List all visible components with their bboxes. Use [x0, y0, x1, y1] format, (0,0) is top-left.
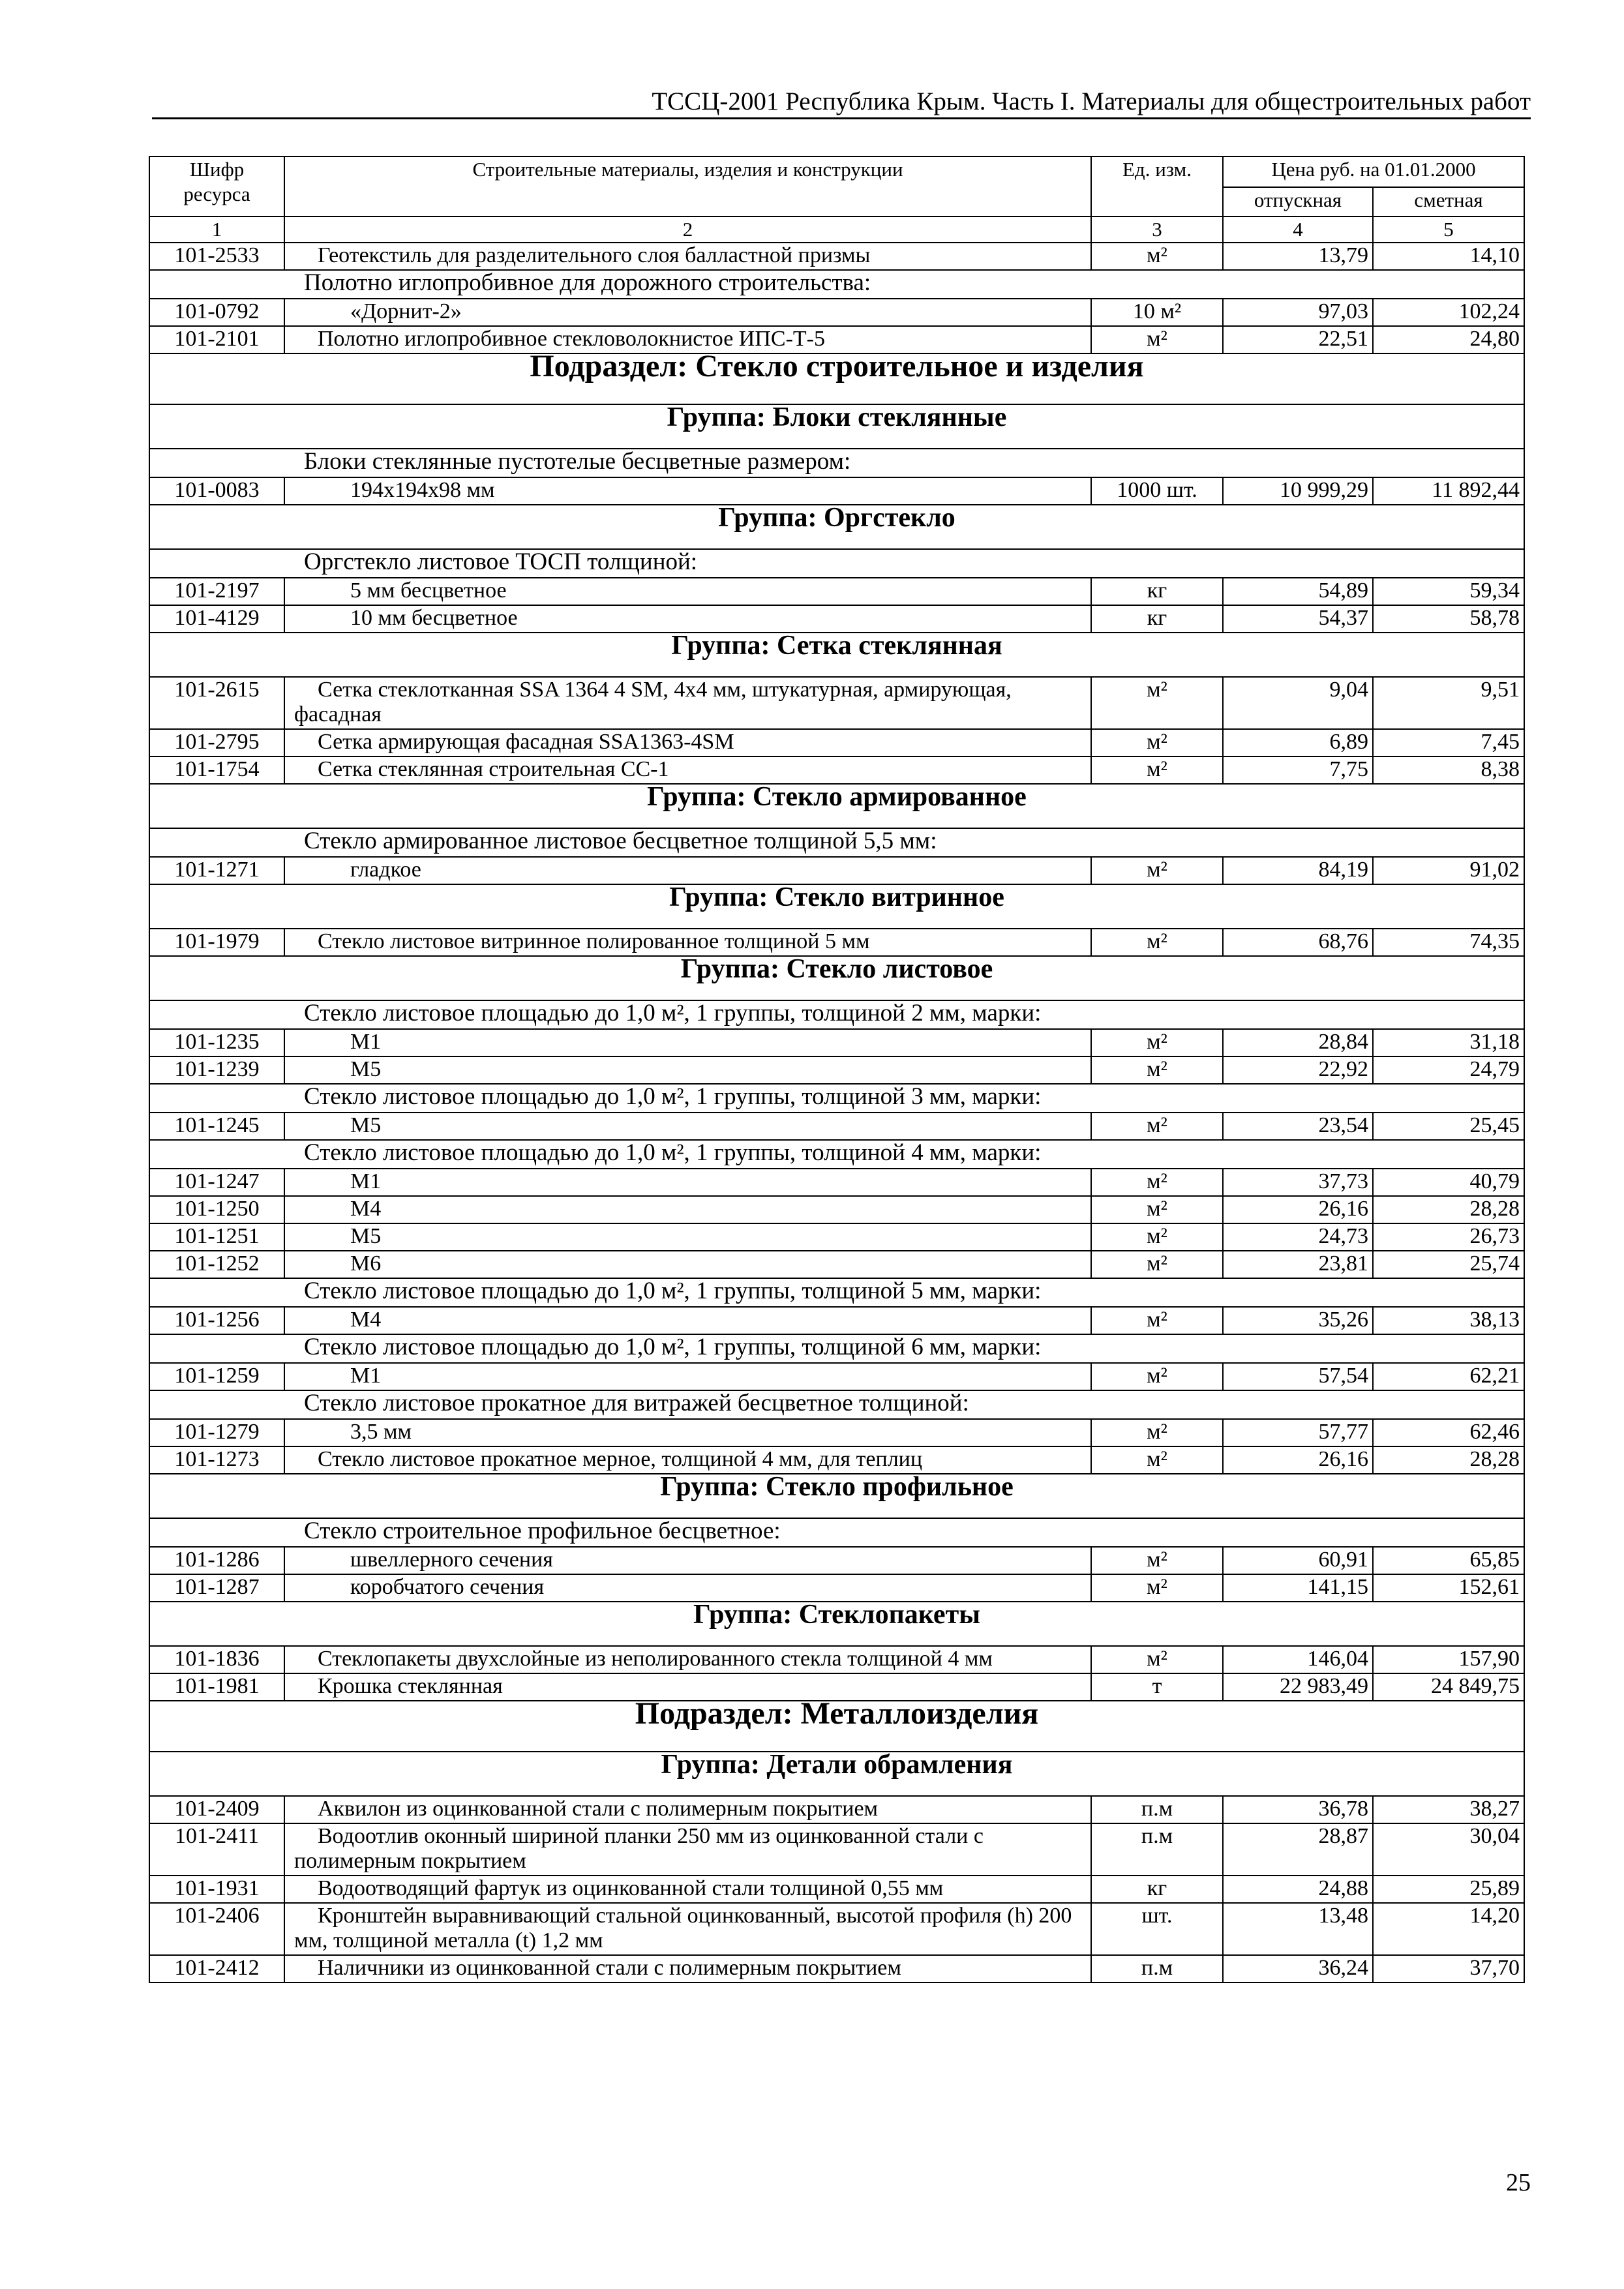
unit-of-measure: п.м — [1091, 1955, 1223, 1982]
release-price: 28,87 — [1223, 1823, 1373, 1876]
resource-code: 101-1286 — [149, 1547, 284, 1574]
release-price: 6,89 — [1223, 729, 1373, 756]
unit-of-measure: м² — [1091, 857, 1223, 884]
subsection-title: Подраздел: Стекло строительное и изделия — [149, 353, 1524, 404]
table-row — [149, 1547, 1524, 1574]
item-heading-row — [149, 1278, 1524, 1307]
release-price: 37,73 — [1223, 1169, 1373, 1196]
table-row — [149, 1223, 1524, 1251]
material-name: 194x194x98 мм — [284, 477, 1091, 505]
group-title: Группа: Оргстекло — [149, 505, 1524, 549]
item-heading-cell — [149, 1518, 1524, 1547]
estimate-price: 11 892,44 — [1373, 477, 1524, 505]
release-price: 10 999,29 — [1223, 477, 1373, 505]
item-heading-row — [149, 1334, 1524, 1363]
subsection-row — [149, 1701, 1524, 1752]
estimate-price: 62,46 — [1373, 1419, 1524, 1446]
table-row — [149, 1955, 1524, 1982]
table-row — [149, 1646, 1524, 1673]
estimate-price: 7,45 — [1373, 729, 1524, 756]
page-number: 25 — [1506, 2169, 1531, 2196]
release-price: 28,84 — [1223, 1029, 1373, 1056]
group-row — [149, 1474, 1524, 1518]
estimate-price: 62,21 — [1373, 1363, 1524, 1390]
item-heading-cell — [149, 270, 1524, 299]
release-price: 54,37 — [1223, 605, 1373, 633]
estimate-price: 31,18 — [1373, 1029, 1524, 1056]
resource-code: 101-1979 — [149, 929, 284, 956]
item-heading: Стекло армированное листовое бесцветное толщиной 5,5 мм: — [304, 828, 937, 854]
release-price: 22,92 — [1223, 1056, 1373, 1084]
item-heading-row — [149, 1518, 1524, 1547]
release-price: 9,04 — [1223, 677, 1373, 729]
table-row — [149, 1029, 1524, 1056]
item-heading-row — [149, 270, 1524, 299]
resource-code: 101-1245 — [149, 1113, 284, 1140]
unit-of-measure: т — [1091, 1673, 1223, 1701]
release-price: 54,89 — [1223, 578, 1373, 605]
resource-code: 101-2409 — [149, 1796, 284, 1823]
estimate-price: 74,35 — [1373, 929, 1524, 956]
material-name: Сетка стеклянная строительная СС-1 — [284, 756, 1091, 784]
group-title: Группа: Блоки стеклянные — [149, 404, 1524, 449]
group-row — [149, 884, 1524, 929]
item-heading: Стекло листовое площадью до 1,0 м², 1 группы, толщиной 4 мм, марки: — [304, 1139, 1042, 1166]
item-heading-cell — [149, 1000, 1524, 1029]
resource-code: 101-0083 — [149, 477, 284, 505]
release-price: 97,03 — [1223, 299, 1373, 326]
release-price: 23,81 — [1223, 1251, 1373, 1278]
estimate-price: 14,20 — [1373, 1903, 1524, 1955]
group-title: Группа: Детали обрамления — [149, 1752, 1524, 1796]
estimate-price: 24 849,75 — [1373, 1673, 1524, 1701]
unit-of-measure: м² — [1091, 1547, 1223, 1574]
material-name: 10 мм бесцветное — [284, 605, 1091, 633]
item-heading-cell — [149, 828, 1524, 857]
table-header — [149, 157, 1524, 243]
table-row — [149, 1169, 1524, 1196]
release-price: 22,51 — [1223, 326, 1373, 353]
resource-code: 101-2197 — [149, 578, 284, 605]
item-heading-cell — [149, 1334, 1524, 1363]
estimate-price: 102,24 — [1373, 299, 1524, 326]
col-number: 1 — [149, 217, 284, 243]
table-row — [149, 1196, 1524, 1223]
material-name: Наличники из оцинкованной стали с полимерным покрытием — [284, 1955, 1091, 1982]
material-name: 3,5 мм — [284, 1419, 1091, 1446]
material-name: «Дорнит-2» — [284, 299, 1091, 326]
table-row — [149, 1307, 1524, 1334]
group-row — [149, 505, 1524, 549]
resource-code: 101-2412 — [149, 1955, 284, 1982]
table-row — [149, 756, 1524, 784]
item-heading-cell — [149, 1084, 1524, 1113]
unit-of-measure: м² — [1091, 1056, 1223, 1084]
table-row — [149, 1796, 1524, 1823]
table-row — [149, 1056, 1524, 1084]
release-price: 57,77 — [1223, 1419, 1373, 1446]
unit-of-measure: м² — [1091, 1363, 1223, 1390]
table-row — [149, 929, 1524, 956]
item-heading-cell — [149, 1278, 1524, 1307]
resource-code: 101-1252 — [149, 1251, 284, 1278]
material-name: Стекло листовое витринное полированное толщиной 5 мм — [284, 929, 1091, 956]
unit-of-measure: м² — [1091, 326, 1223, 353]
estimate-price: 37,70 — [1373, 1955, 1524, 1982]
material-name: Сетка армирующая фасадная SSA1363-4SM — [284, 729, 1091, 756]
group-title: Группа: Стеклопакеты — [149, 1602, 1524, 1646]
col-code-header: Шифр ресурса — [149, 157, 284, 217]
group-title: Группа: Сетка стеклянная — [149, 633, 1524, 677]
estimate-price: 38,27 — [1373, 1796, 1524, 1823]
item-heading-row — [149, 549, 1524, 578]
unit-of-measure: м² — [1091, 243, 1223, 270]
group-row — [149, 784, 1524, 828]
table-row — [149, 1574, 1524, 1602]
unit-of-measure: м² — [1091, 929, 1223, 956]
table-row — [149, 578, 1524, 605]
group-row — [149, 404, 1524, 449]
table-row — [149, 1446, 1524, 1474]
unit-of-measure: м² — [1091, 677, 1223, 729]
resource-code: 101-1250 — [149, 1196, 284, 1223]
estimate-price: 25,74 — [1373, 1251, 1524, 1278]
resource-code: 101-1981 — [149, 1673, 284, 1701]
release-price: 22 983,49 — [1223, 1673, 1373, 1701]
group-row — [149, 1602, 1524, 1646]
estimate-price: 38,13 — [1373, 1307, 1524, 1334]
material-name: Сетка стеклотканная SSA 1364 4 SM, 4x4 мм, штукатурная, армирующая, фасадная — [284, 677, 1091, 729]
estimate-price: 25,45 — [1373, 1113, 1524, 1140]
estimate-price: 28,28 — [1373, 1446, 1524, 1474]
resource-code: 101-2411 — [149, 1823, 284, 1876]
item-heading-row — [149, 1390, 1524, 1419]
resource-code: 101-1931 — [149, 1876, 284, 1903]
release-price: 36,24 — [1223, 1955, 1373, 1982]
item-heading-cell — [149, 549, 1524, 578]
col-number: 2 — [284, 217, 1091, 243]
material-name: М5 — [284, 1113, 1091, 1140]
price-table — [149, 156, 1525, 1983]
unit-of-measure: м² — [1091, 729, 1223, 756]
resource-code: 101-1235 — [149, 1029, 284, 1056]
release-price: 60,91 — [1223, 1547, 1373, 1574]
table-row — [149, 605, 1524, 633]
item-heading: Стекло листовое площадью до 1,0 м², 1 группы, толщиной 3 мм, марки: — [304, 1083, 1042, 1110]
release-price: 36,78 — [1223, 1796, 1373, 1823]
release-price: 13,79 — [1223, 243, 1373, 270]
unit-of-measure: м² — [1091, 1169, 1223, 1196]
table-row — [149, 1823, 1524, 1876]
table-row — [149, 477, 1524, 505]
release-price: 84,19 — [1223, 857, 1373, 884]
header-rule — [152, 117, 1531, 119]
estimate-price: 59,34 — [1373, 578, 1524, 605]
material-name: Стеклопакеты двухслойные из неполированного стекла толщиной 4 мм — [284, 1646, 1091, 1673]
release-price: 24,73 — [1223, 1223, 1373, 1251]
table-body — [149, 243, 1524, 1982]
release-price: 35,26 — [1223, 1307, 1373, 1334]
unit-of-measure: м² — [1091, 756, 1223, 784]
estimate-price: 24,79 — [1373, 1056, 1524, 1084]
item-heading: Полотно иглопробивное для дорожного строительства: — [304, 269, 871, 296]
col-estimate-header: сметная — [1373, 187, 1524, 217]
unit-of-measure: м² — [1091, 1446, 1223, 1474]
table-row — [149, 243, 1524, 270]
item-heading-cell — [149, 1390, 1524, 1419]
unit-of-measure: м² — [1091, 1029, 1223, 1056]
unit-of-measure: м² — [1091, 1646, 1223, 1673]
resource-code: 101-2406 — [149, 1903, 284, 1955]
table-row — [149, 1363, 1524, 1390]
unit-of-measure: м² — [1091, 1307, 1223, 1334]
estimate-price: 8,38 — [1373, 756, 1524, 784]
table-row — [149, 729, 1524, 756]
item-heading: Стекло строительное профильное бесцветное: — [304, 1518, 781, 1544]
item-heading-row — [149, 1000, 1524, 1029]
estimate-price: 58,78 — [1373, 605, 1524, 633]
item-heading: Стекло листовое площадью до 1,0 м², 1 группы, толщиной 5 мм, марки: — [304, 1278, 1042, 1304]
col-name-header: Строительные материалы, изделия и конструкции — [284, 157, 1091, 217]
subsection-row — [149, 353, 1524, 404]
release-price: 26,16 — [1223, 1196, 1373, 1223]
item-heading-row — [149, 828, 1524, 857]
material-name: Кронштейн выравнивающий стальной оцинкованный, высотой профиля (h) 200 мм, толщиной металла (t) 1,2 мм — [284, 1903, 1091, 1955]
item-heading-row — [149, 449, 1524, 477]
item-heading: Стекло листовое прокатное для витражей бесцветное толщиной: — [304, 1390, 969, 1416]
col-release-header: отпускная — [1223, 187, 1373, 217]
material-name: коробчатого сечения — [284, 1574, 1091, 1602]
group-title: Группа: Стекло листовое — [149, 956, 1524, 1000]
estimate-price: 157,90 — [1373, 1646, 1524, 1673]
group-row — [149, 1752, 1524, 1796]
estimate-price: 65,85 — [1373, 1547, 1524, 1574]
material-name: М6 — [284, 1251, 1091, 1278]
material-name: Стекло листовое прокатное мерное, толщиной 4 мм, для теплиц — [284, 1446, 1091, 1474]
material-name: М4 — [284, 1307, 1091, 1334]
col-number: 3 — [1091, 217, 1223, 243]
table-row — [149, 299, 1524, 326]
material-name: швеллерного сечения — [284, 1547, 1091, 1574]
resource-code: 101-1259 — [149, 1363, 284, 1390]
unit-of-measure: м² — [1091, 1113, 1223, 1140]
item-heading: Оргстекло листовое ТОСП толщиной: — [304, 548, 698, 575]
material-name: гладкое — [284, 857, 1091, 884]
release-price: 146,04 — [1223, 1646, 1373, 1673]
material-name: Крошка стеклянная — [284, 1673, 1091, 1701]
item-heading: Стекло листовое площадью до 1,0 м², 1 группы, толщиной 6 мм, марки: — [304, 1334, 1042, 1360]
table-row — [149, 1251, 1524, 1278]
col-number: 5 — [1373, 217, 1524, 243]
resource-code: 101-1273 — [149, 1446, 284, 1474]
material-name: М1 — [284, 1029, 1091, 1056]
material-name: М1 — [284, 1169, 1091, 1196]
unit-of-measure: п.м — [1091, 1796, 1223, 1823]
col-price-group-header: Цена руб. на 01.01.2000 — [1223, 157, 1524, 187]
unit-of-measure: кг — [1091, 605, 1223, 633]
unit-of-measure: 10 м² — [1091, 299, 1223, 326]
estimate-price: 25,89 — [1373, 1876, 1524, 1903]
resource-code: 101-1279 — [149, 1419, 284, 1446]
release-price: 24,88 — [1223, 1876, 1373, 1903]
resource-code: 101-2101 — [149, 326, 284, 353]
item-heading: Блоки стеклянные пустотелые бесцветные размером: — [304, 448, 851, 475]
unit-of-measure: м² — [1091, 1223, 1223, 1251]
unit-of-measure: м² — [1091, 1419, 1223, 1446]
col-number: 4 — [1223, 217, 1373, 243]
resource-code: 101-1287 — [149, 1574, 284, 1602]
material-name: М1 — [284, 1363, 1091, 1390]
estimate-price: 28,28 — [1373, 1196, 1524, 1223]
group-row — [149, 633, 1524, 677]
estimate-price: 152,61 — [1373, 1574, 1524, 1602]
estimate-price: 26,73 — [1373, 1223, 1524, 1251]
resource-code: 101-1754 — [149, 756, 284, 784]
table-row — [149, 1419, 1524, 1446]
estimate-price: 40,79 — [1373, 1169, 1524, 1196]
unit-of-measure: кг — [1091, 1876, 1223, 1903]
table-row — [149, 677, 1524, 729]
resource-code: 101-4129 — [149, 605, 284, 633]
resource-code: 101-1251 — [149, 1223, 284, 1251]
running-header: ТССЦ-2001 Республика Крым. Часть I. Материалы для общестроительных работ — [652, 87, 1531, 115]
material-name: Водоотводящий фартук из оцинкованной стали толщиной 0,55 мм — [284, 1876, 1091, 1903]
material-name: Полотно иглопробивное стекловолокнистое ИПС-Т-5 — [284, 326, 1091, 353]
material-name: Геотекстиль для разделительного слоя балластной призмы — [284, 243, 1091, 270]
material-name: М5 — [284, 1056, 1091, 1084]
item-heading-cell — [149, 449, 1524, 477]
estimate-price: 9,51 — [1373, 677, 1524, 729]
unit-of-measure: м² — [1091, 1251, 1223, 1278]
estimate-price: 91,02 — [1373, 857, 1524, 884]
table-row — [149, 857, 1524, 884]
estimate-price: 24,80 — [1373, 326, 1524, 353]
item-heading-row — [149, 1140, 1524, 1169]
resource-code: 101-2533 — [149, 243, 284, 270]
group-title: Группа: Стекло армированное — [149, 784, 1524, 828]
resource-code: 101-1256 — [149, 1307, 284, 1334]
unit-of-measure: м² — [1091, 1196, 1223, 1223]
resource-code: 101-1836 — [149, 1646, 284, 1673]
material-name: 5 мм бесцветное — [284, 578, 1091, 605]
release-price: 23,54 — [1223, 1113, 1373, 1140]
resource-code: 101-2795 — [149, 729, 284, 756]
material-name: Водоотлив оконный шириной планки 250 мм из оцинкованной стали с полимерным покрытием — [284, 1823, 1091, 1876]
material-name: М4 — [284, 1196, 1091, 1223]
unit-of-measure: п.м — [1091, 1823, 1223, 1876]
material-name: М5 — [284, 1223, 1091, 1251]
release-price: 26,16 — [1223, 1446, 1373, 1474]
release-price: 57,54 — [1223, 1363, 1373, 1390]
release-price: 68,76 — [1223, 929, 1373, 956]
resource-code: 101-1247 — [149, 1169, 284, 1196]
release-price: 7,75 — [1223, 756, 1373, 784]
table-row — [149, 1876, 1524, 1903]
col-unit-header: Ед. изм. — [1091, 157, 1223, 217]
material-name: Аквилон из оцинкованной стали с полимерным покрытием — [284, 1796, 1091, 1823]
estimate-price: 30,04 — [1373, 1823, 1524, 1876]
resource-code: 101-2615 — [149, 677, 284, 729]
item-heading: Стекло листовое площадью до 1,0 м², 1 группы, толщиной 2 мм, марки: — [304, 1000, 1042, 1026]
subsection-title: Подраздел: Металлоизделия — [149, 1701, 1524, 1752]
unit-of-measure: м² — [1091, 1574, 1223, 1602]
unit-of-measure: 1000 шт. — [1091, 477, 1223, 505]
resource-code: 101-0792 — [149, 299, 284, 326]
release-price: 13,48 — [1223, 1903, 1373, 1955]
table-row — [149, 1113, 1524, 1140]
resource-code: 101-1239 — [149, 1056, 284, 1084]
unit-of-measure: кг — [1091, 578, 1223, 605]
group-row — [149, 956, 1524, 1000]
item-heading-row — [149, 1084, 1524, 1113]
group-title: Группа: Стекло профильное — [149, 1474, 1524, 1518]
estimate-price: 14,10 — [1373, 243, 1524, 270]
release-price: 141,15 — [1223, 1574, 1373, 1602]
group-title: Группа: Стекло витринное — [149, 884, 1524, 929]
resource-code: 101-1271 — [149, 857, 284, 884]
unit-of-measure: шт. — [1091, 1903, 1223, 1955]
item-heading-cell — [149, 1140, 1524, 1169]
table-row — [149, 1903, 1524, 1955]
